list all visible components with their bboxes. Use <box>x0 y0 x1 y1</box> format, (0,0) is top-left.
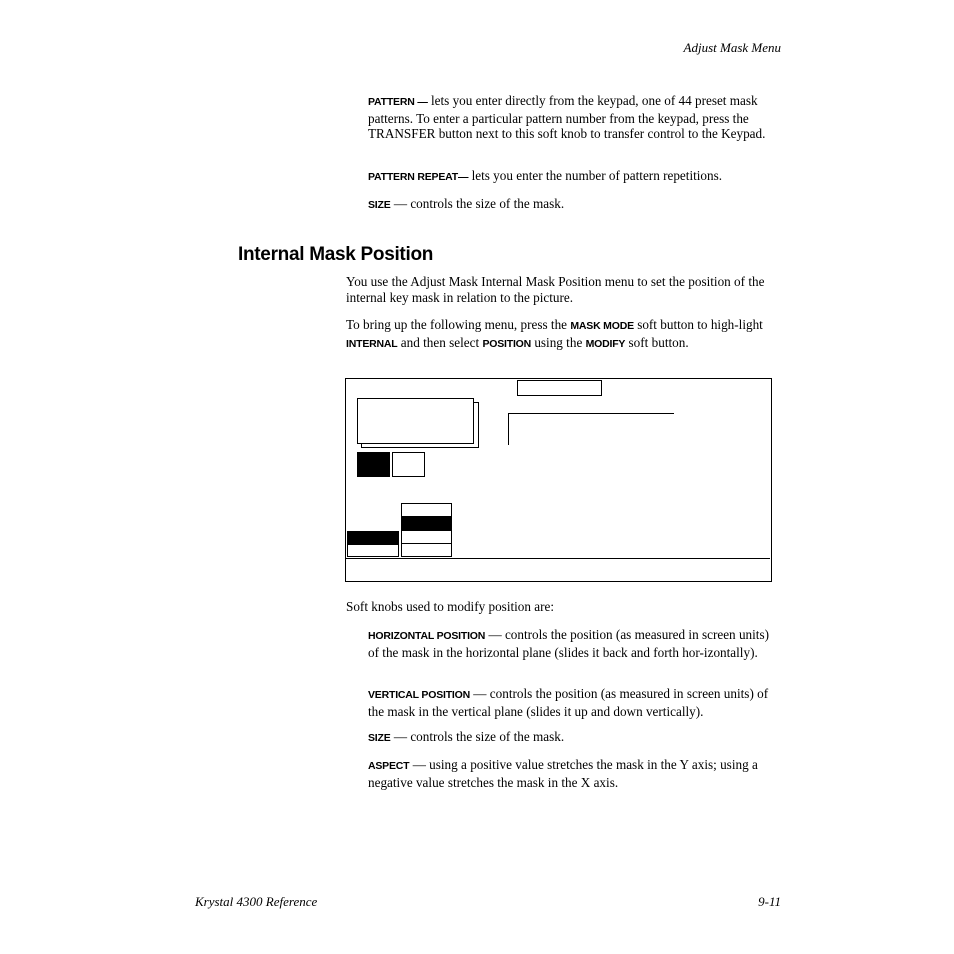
vertical-position-definition <box>368 686 780 719</box>
vertical-position-term: VERTICAL POSITION <box>368 689 470 701</box>
size-term-top: SIZE <box>368 199 391 211</box>
size-definition <box>368 729 780 747</box>
instruction-text-4: using the <box>531 334 586 350</box>
aspect-term: ASPECT <box>368 760 410 772</box>
section-intro: You use the Adjust Mask Internal Mask Position menu to set the position of the internal key mask in relation to the picture. <box>346 274 765 305</box>
internal-term: INTERNAL <box>346 337 398 350</box>
size-term: SIZE <box>368 732 391 744</box>
bracket-left-line <box>508 413 509 445</box>
pattern-repeat-term: PATTERN REPEAT— <box>368 171 469 183</box>
selected-toggle-button[interactable] <box>357 452 390 477</box>
size-definition-top <box>368 196 780 214</box>
vertical-position-desc: — controls the position (as measured in screen units) of the mask in the vertical plane (slides it up and down vertically). <box>368 686 769 719</box>
right-cell-4[interactable] <box>401 543 452 557</box>
position-term: POSITION <box>482 337 532 350</box>
running-header: Adjust Mask Menu <box>683 40 781 55</box>
size-desc: — controls the size of the mask. <box>390 729 565 744</box>
horizontal-position-desc: — controls the position (as measured in screen units) of the mask in the horizontal plane (slides it back and forth hor-izontally). <box>368 627 769 660</box>
info-panel <box>357 398 474 444</box>
menu-instruction <box>346 317 780 352</box>
horizontal-position-definition <box>368 627 780 660</box>
left-cell[interactable] <box>347 544 399 557</box>
menu-title-box <box>517 380 602 396</box>
pattern-definition <box>368 93 780 142</box>
instruction-text-1: To bring up the following menu, press the <box>346 317 571 332</box>
right-cell-1[interactable] <box>401 503 452 517</box>
status-bar-divider <box>346 558 770 559</box>
menu-diagram <box>345 378 772 582</box>
size-desc-top: — controls the size of the mask. <box>390 196 565 211</box>
instruction-text-3: and then select <box>397 334 483 350</box>
mask-mode-term: MASK MODE <box>570 320 634 332</box>
aspect-definition <box>368 757 780 790</box>
pattern-repeat-definition <box>368 168 780 186</box>
aspect-desc: — using a positive value stretches the mask in the Y axis; using a negative value stretches the mask in the X axis. <box>368 757 758 790</box>
pattern-repeat-desc: lets you enter the number of pattern repetitions. <box>468 168 723 183</box>
bracket-top-line <box>508 413 674 414</box>
horizontal-position-term: HORIZONTAL POSITION <box>368 630 486 642</box>
toggle-button[interactable] <box>392 452 425 477</box>
right-cell-3[interactable] <box>401 530 452 544</box>
section-heading: Internal Mask Position <box>238 244 434 265</box>
left-cell-highlighted[interactable] <box>347 531 399 545</box>
modify-term: MODIFY <box>585 337 626 350</box>
knobs-intro: Soft knobs used to modify position are: <box>346 599 555 614</box>
footer-page-number: 9-11 <box>758 894 781 909</box>
instruction-text-5: soft button. <box>625 334 689 350</box>
pattern-term: PATTERN — <box>368 96 428 108</box>
instruction-text-2: soft button to high-light <box>633 317 763 332</box>
footer-book-title: Krystal 4300 Reference <box>195 894 318 909</box>
right-cell-highlighted[interactable] <box>401 516 452 531</box>
pattern-desc: lets you enter directly from the keypad, one of 44 preset mask patterns. To enter a particular pattern number from the keypad, press the TRANSFER button next to this soft knob to transfer control to the Keypad. <box>368 93 766 142</box>
